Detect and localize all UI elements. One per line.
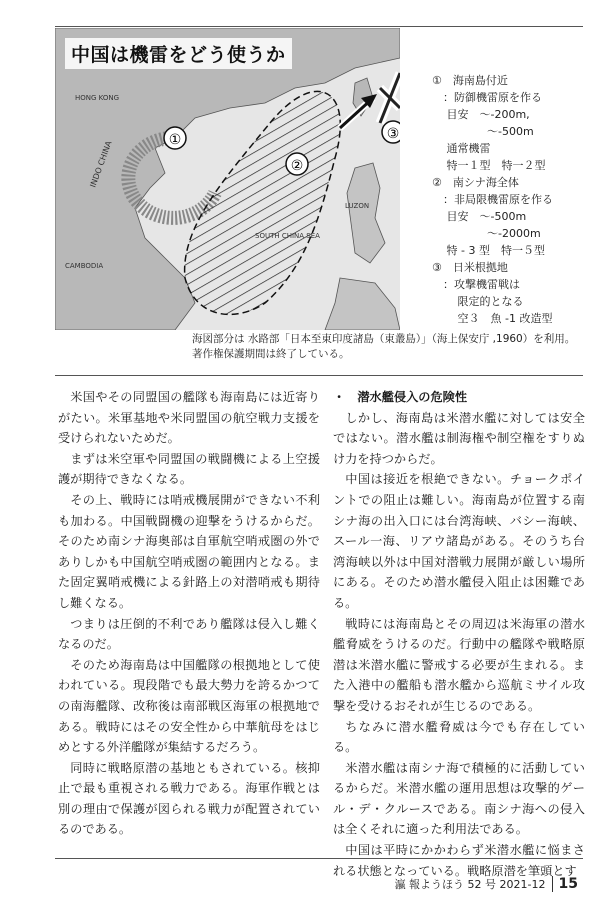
zone2-label: ② bbox=[290, 158, 304, 174]
paragraph: 戦時には海南島とその周辺は米海軍の潜水艦脅威をうけるのだ。行動中の艦隊や戦略原潜は米潜水艦に警戒する必要が生まれる。また入港中の艦船も潜水艦から巡航ミサイル攻撃を受けるおそれが生じるのである。 bbox=[333, 616, 585, 713]
legend-row: ～-2000m bbox=[432, 227, 541, 240]
paragraph: そのため海南島は中国艦隊の根拠地として使われている。現段階でも最大勢力を誇るかつての南海艦隊、改称後は南部戦区海軍の根拠地である。戦時にはその安全性から中華航母をはじめとする外洋艦隊が集結するだろう。 bbox=[58, 657, 320, 755]
right-text-column bbox=[333, 387, 585, 881]
issue-info: 瀛 報ようほう 52 号 2021-12 bbox=[394, 878, 546, 891]
caption-line: 海図部分は 水路部「日本至東印度諸島（東叢島）」（海上保安庁 ,1960）を利用。 bbox=[192, 333, 576, 345]
legend-row: ：非局限機雷原を作る bbox=[432, 193, 553, 206]
legend-row: ～-500m bbox=[432, 125, 534, 138]
figure-caption bbox=[192, 332, 592, 362]
paragraph: 同時に戦略原潜の基地ともされている。核抑止で最も重視される戦力である。海軍作戦とは別の理由で保護が図られる戦力が配置されているのである。 bbox=[58, 760, 320, 837]
paragraph: つまりは圧倒的不利であり艦隊は侵入し難くなるのだ。 bbox=[58, 616, 320, 652]
paragraph: まずは米空軍や同盟国の戦闘機による上空援護が期待できなくなる。 bbox=[58, 451, 320, 487]
legend-row: 目安 ～-200m, bbox=[432, 108, 530, 121]
zone1-label: ① bbox=[168, 132, 182, 148]
legend-row: ③ 日米根拠地 bbox=[432, 261, 508, 274]
sea-chart-drawing bbox=[55, 28, 400, 330]
paragraph: ちなみに潜水艦脅威は今でも存在している。 bbox=[333, 719, 585, 755]
place-cambodia: CAMBODIA bbox=[65, 262, 104, 270]
legend-row: ② 南シナ海全体 bbox=[432, 176, 519, 189]
paragraph: 米国やその同盟国の艦隊も海南島には近寄りがたい。米軍基地や米同盟国の航空戦力支援を受けられないためだ。 bbox=[58, 390, 320, 446]
top-rule bbox=[55, 26, 583, 27]
legend-row: 特 - 3 型 特一５型 bbox=[432, 244, 545, 257]
sea-chart-figure bbox=[55, 28, 400, 330]
place-indochina: INDO CHINA bbox=[88, 139, 114, 189]
page-number: 15 bbox=[552, 876, 578, 892]
place-sea: SOUTH CHINA SEA bbox=[255, 232, 320, 240]
caption-line: 著作権保護期間は終了している。 bbox=[192, 348, 350, 360]
paragraph: 中国は接近を根絶できない。チョークポイントでの阻止は難しい。海南島が位置する南シナ海の出入口には台湾海峡、バシー海峡、スール一海、リアウ諸島がある。そのうち台湾海峡以外は中国対潜戦力展開が厳しい場所にある。そのため潜水艦侵入阻止は困難である。 bbox=[333, 472, 585, 610]
legend-row: ：攻撃機雷戦は bbox=[432, 278, 520, 291]
legend-row: 空３ 魚 -1 改造型 bbox=[432, 312, 553, 325]
legend-row: ① 海南島付近 bbox=[432, 74, 508, 87]
map-title: 中国は機雷をどう使うか bbox=[65, 38, 292, 69]
footer-rule bbox=[55, 858, 583, 859]
paragraph: 中国は平時にかかわらず米潜水艦に悩まされる状態となっている。戦略原潜を筆頭とす bbox=[333, 843, 585, 878]
place-hongkong: HONG KONG bbox=[75, 94, 120, 102]
caption-rule bbox=[55, 375, 583, 376]
zone3-label: ③ bbox=[386, 126, 400, 142]
paragraph: しかし、海南島は米潜水艦に対しては安全ではない。潜水艦は制海権や制空権をすりぬけ力を持つからだ。 bbox=[333, 410, 585, 466]
map-legend bbox=[432, 72, 553, 327]
section-heading: ・ 潜水艦侵入の危険性 bbox=[333, 390, 468, 404]
left-text-column bbox=[58, 387, 320, 840]
page-footer bbox=[395, 876, 578, 892]
legend-row: 限定的となる bbox=[432, 295, 524, 308]
legend-row: 目安 ～-500m bbox=[432, 210, 527, 223]
legend-row: ：防御機雷原を作る bbox=[432, 91, 542, 104]
place-luzon: LUZON bbox=[345, 202, 370, 210]
legend-row: 特一１型 特一２型 bbox=[432, 159, 546, 172]
legend-row: 通常機雷 bbox=[432, 142, 491, 155]
paragraph: その上、戦時には哨戒機展開ができない不利も加わる。中国戦闘機の迎撃をうけるからだ。そのため南シナ海奥部は自軍航空哨戒圏の外でありしかも中国航空哨戒圏の範囲内となる。また固定翼哨戒機による針路上の対潜哨戒も期待し難くなる。 bbox=[58, 492, 320, 610]
paragraph: 米潜水艦は南シナ海で積極的に活動しているからだ。米潜水艦の運用思想は攻撃的ゲール・デ・クルースである。南シナ海への侵入は全くそれに適った利用法である。 bbox=[333, 760, 585, 837]
